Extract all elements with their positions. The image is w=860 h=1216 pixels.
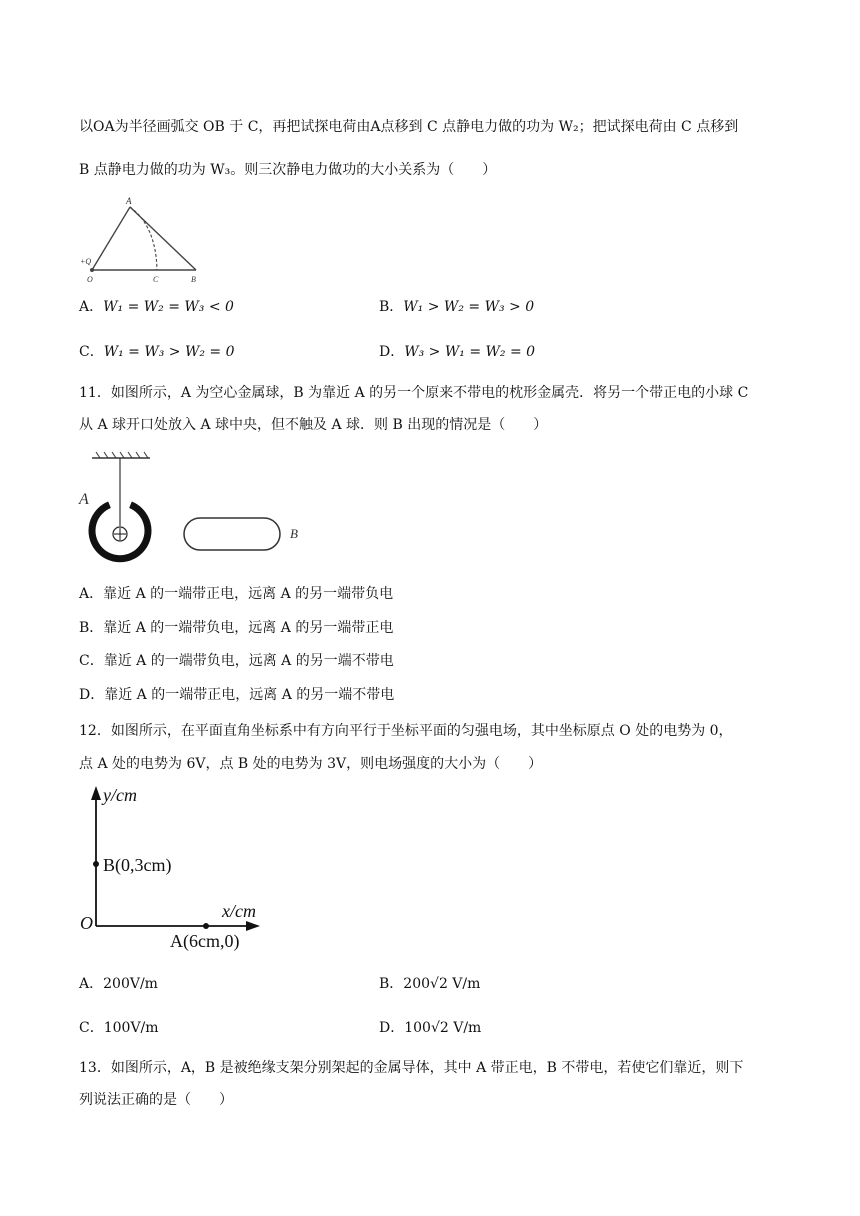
q13-line2: 列说法正确的是（ ）: [79, 1092, 233, 1108]
option-text: 200V/m: [103, 976, 158, 992]
q12-origin-label: O: [80, 913, 93, 933]
option-letter: B．: [379, 299, 404, 315]
option-letter: A．: [79, 976, 104, 992]
q10-label-a: A: [126, 196, 132, 206]
q11-option-a: [79, 584, 393, 604]
option-letter: D．: [79, 687, 105, 703]
q10-option-d: [379, 342, 535, 362]
q12-option-c: [79, 1018, 159, 1038]
option-letter: C．: [79, 653, 104, 669]
option-text: 靠近 A 的一端带负电，远离 A 的另一端带正电: [103, 620, 394, 636]
option-letter: D．: [379, 1020, 405, 1036]
q10-label-c: C: [153, 275, 159, 284]
option-text: W₁ > W₂ = W₃ > 0: [403, 299, 535, 315]
option-letter: A．: [79, 586, 104, 602]
q11-line1: 11．如图所示，A 为空心金属球，B 为靠近 A 的另一个原来不带电的枕形金属壳．将另一个带正电的小球 C: [79, 385, 749, 401]
q11-line2: 从 A 球开口处放入 A 球中央，但不触及 A 球．则 B 出现的情况是（ ）: [79, 417, 548, 433]
option-text: 200√2 V/m: [403, 976, 481, 992]
q10-triangle-figure: [78, 196, 208, 288]
q10-label-b: B: [191, 275, 196, 284]
option-letter: A．: [79, 299, 104, 315]
q11-label-b: B: [290, 526, 298, 541]
q12-line2: 点 A 处的电势为 6V，点 B 处的电势为 3V，则电场强度的大小为（ ）: [79, 756, 543, 772]
q10-option-b: [379, 297, 534, 317]
q11-option-c: [79, 651, 394, 671]
q12-x-axis-label: x/cm: [222, 901, 256, 921]
option-text: W₁ = W₃ > W₂ = 0: [103, 344, 235, 360]
option-letter: B．: [379, 976, 404, 992]
option-text: W₁ = W₂ = W₃ < 0: [103, 299, 234, 315]
option-text: W₃ > W₁ = W₂ = 0: [404, 344, 536, 360]
option-text: 100V/m: [103, 1020, 159, 1036]
q10-option-a: [79, 297, 234, 317]
option-letter: C．: [79, 344, 104, 360]
option-letter: B．: [79, 620, 104, 636]
q10-option-c: [79, 342, 235, 362]
q11-option-b: [79, 618, 393, 638]
option-letter: D．: [379, 344, 405, 360]
option-text: 靠近 A 的一端带负电，远离 A 的另一端不带电: [103, 653, 394, 669]
q12-line1: 12．如图所示，在平面直角坐标系中有方向平行于坐标平面的匀强电场，其中坐标原点 O 处的电势为 0，: [79, 723, 733, 739]
q12-coordinate-figure: [76, 782, 276, 954]
q12-y-axis-label: y/cm: [103, 785, 137, 805]
q13-line1: 13．如图所示，A，B 是被绝缘支架分别架起的金属导体，其中 A 带正电，B 不带电，若使它们靠近，则下: [79, 1060, 744, 1076]
q12-option-b: [379, 974, 480, 994]
q11-option-d: [79, 685, 394, 705]
option-letter: C．: [79, 1020, 104, 1036]
q11-metal-sphere-figure: [76, 448, 316, 572]
q12-point-a-label: A(6cm,0): [170, 931, 240, 951]
q12-point-b-label: B(0,3cm): [103, 855, 172, 875]
q10-line1: 以OA为半径画弧交 OB 于 C，再把试探电荷由A点移到 C 点静电力做的功为 W₂；把试探电荷由 C 点移到: [79, 119, 739, 135]
q12-option-d: [379, 1018, 481, 1038]
option-text: 靠近 A 的一端带正电，远离 A 的另一端不带电: [104, 687, 395, 703]
q10-label-o: O: [87, 275, 93, 284]
q10-label-q: +Q: [80, 257, 92, 266]
option-text: 靠近 A 的一端带正电，远离 A 的另一端带负电: [103, 586, 394, 602]
q12-option-a: [79, 974, 158, 994]
q10-line2: B 点静电力做的功为 W₃。则三次静电力做功的大小关系为（ ）: [79, 162, 497, 178]
q11-label-a: A: [79, 491, 89, 508]
option-text: 100√2 V/m: [404, 1020, 482, 1036]
